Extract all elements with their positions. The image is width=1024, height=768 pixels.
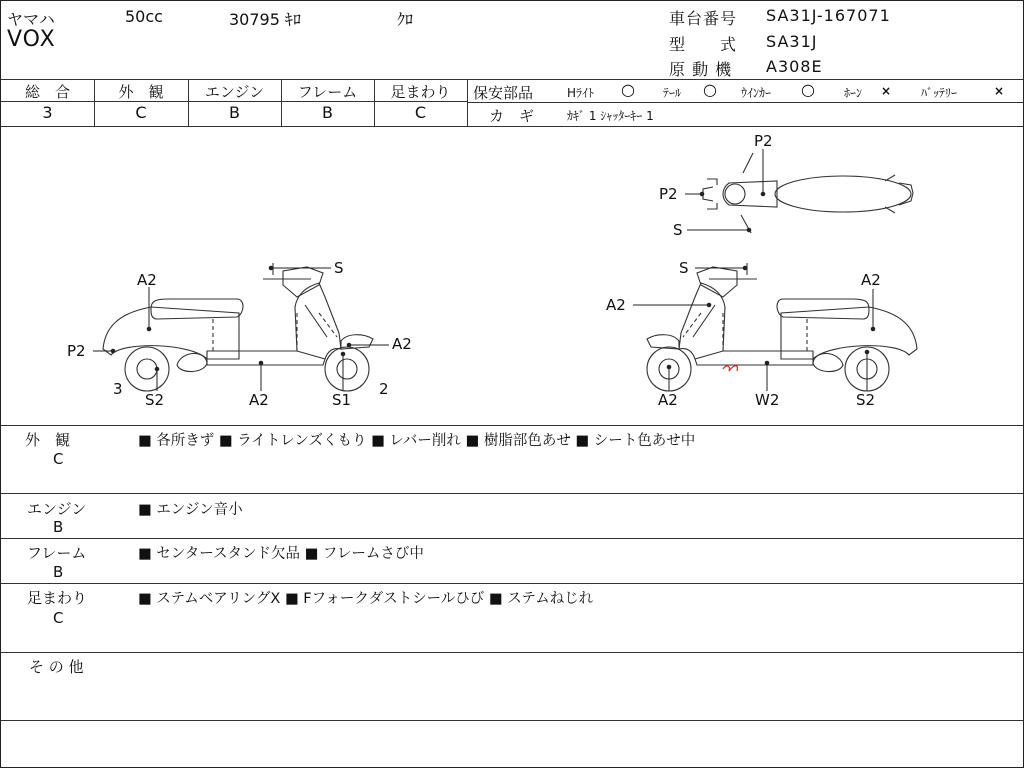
safety-horn: ﾎｰﾝ bbox=[844, 86, 863, 100]
grade-engine-label: エンジン bbox=[204, 83, 265, 101]
safety-taillight-mark: ○ bbox=[703, 80, 717, 99]
comment-text: ■ ステムベアリングX ■ Fフォークダストシールひび ■ ステムねじれ bbox=[138, 591, 594, 607]
grade-engine-value: B bbox=[229, 103, 240, 122]
comment-label: 足まわり bbox=[27, 589, 88, 607]
comment-label: エンジン bbox=[27, 500, 87, 518]
model-name: VOX bbox=[7, 27, 56, 52]
label-2: 2 bbox=[379, 380, 389, 398]
maker: ヤマハ bbox=[7, 10, 55, 29]
damage-diagram bbox=[1, 127, 1023, 425]
label-a2: A2 bbox=[249, 391, 269, 409]
grade-exterior-value: C bbox=[135, 103, 147, 122]
safety-headlight-mark: ○ bbox=[621, 80, 635, 99]
color: ｸﾛ bbox=[397, 10, 414, 29]
frame-no-label: 車台番号 bbox=[669, 9, 738, 28]
comment-grade: C bbox=[53, 609, 64, 627]
comment-label: 外 観 bbox=[25, 431, 71, 449]
safety-battery-mark: × bbox=[994, 84, 1005, 98]
safety-horn-mark: × bbox=[881, 84, 892, 98]
comment-label: フレーム bbox=[27, 544, 87, 562]
engine-value: A308E bbox=[766, 57, 823, 76]
grade-frame-value: B bbox=[322, 103, 333, 122]
label-a2: A2 bbox=[606, 296, 626, 314]
label-3: 3 bbox=[113, 380, 123, 398]
label-p2: P2 bbox=[754, 132, 773, 150]
label-w2: W2 bbox=[755, 391, 780, 409]
key-value: ｶｷﾞ 1 ｼｬｯﾀｰｷｰ 1 bbox=[567, 109, 654, 123]
grade-suspension-label: 足まわり bbox=[390, 83, 451, 101]
key-label: カ ギ bbox=[489, 107, 535, 125]
label-s2: S2 bbox=[856, 391, 876, 409]
comment-grade: B bbox=[53, 518, 64, 536]
comment-label: そ の 他 bbox=[29, 658, 84, 676]
safety-winker-mark: ○ bbox=[801, 80, 815, 99]
safety-taillight: ﾃｰﾙ bbox=[663, 86, 682, 100]
safety-headlight: Hﾗｲﾄ bbox=[567, 86, 595, 100]
label-s: S bbox=[334, 259, 344, 277]
label-a2: A2 bbox=[658, 391, 678, 409]
label-a2: A2 bbox=[861, 271, 881, 289]
grade-overall-value: 3 bbox=[42, 103, 53, 122]
label-s: S bbox=[673, 221, 683, 239]
grade-exterior-label: 外 観 bbox=[118, 83, 164, 101]
comment-text: ■ 各所きず ■ ライトレンズくもり ■ レバー削れ ■ 樹脂部色あせ ■ シート色あせ中 bbox=[138, 433, 696, 449]
label-s: S bbox=[679, 259, 689, 277]
label-s2: S2 bbox=[145, 391, 165, 409]
type-value: SA31J bbox=[766, 32, 818, 51]
frame-no: SA31J-167071 bbox=[766, 6, 891, 25]
comment-grade: C bbox=[53, 450, 64, 468]
mileage: 30795 ｷﾛ bbox=[229, 10, 301, 29]
label-p2: P2 bbox=[659, 185, 678, 203]
safety-battery: ﾊﾞｯﾃﾘｰ bbox=[921, 86, 958, 100]
displacement: 50cc bbox=[125, 7, 163, 26]
label-a2: A2 bbox=[137, 271, 157, 289]
grade-suspension-value: C bbox=[414, 103, 427, 122]
label-p2: P2 bbox=[67, 342, 86, 360]
safety-label: 保安部品 bbox=[473, 84, 534, 102]
label-s1: S1 bbox=[332, 391, 352, 409]
red-mark bbox=[723, 366, 738, 371]
comment-text: ■ センタースタンド欠品 ■ フレームさび中 bbox=[138, 546, 424, 562]
comment-text: ■ エンジン音小 bbox=[138, 502, 243, 518]
safety-winker: ｳｲﾝｶｰ bbox=[741, 86, 772, 100]
scooter-top-view bbox=[703, 153, 913, 233]
comment-grade: B bbox=[53, 563, 64, 581]
grade-overall-label: 総 合 bbox=[24, 83, 70, 101]
grade-frame-label: フレーム bbox=[297, 83, 358, 101]
type-label: 型 式 bbox=[669, 35, 738, 54]
engine-label: 原 動 機 bbox=[669, 60, 733, 79]
label-a2: A2 bbox=[392, 335, 412, 353]
